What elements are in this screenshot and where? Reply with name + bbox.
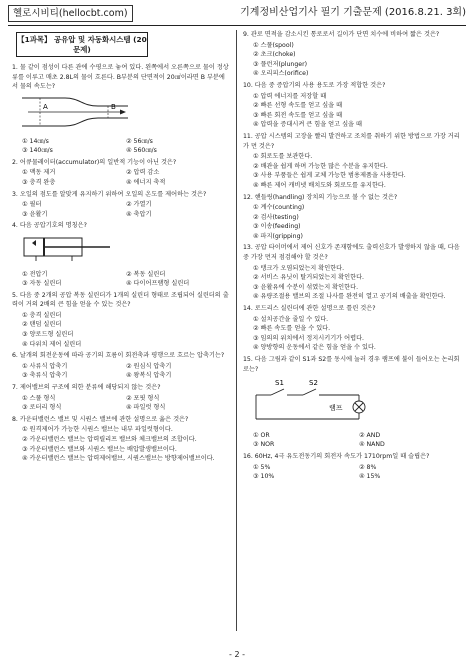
answer-option: ② AND [359, 431, 381, 439]
question-item [12, 415, 230, 464]
answer-option: ① 설치공간을 줄일 수 있다. [253, 315, 329, 323]
column-divider [236, 30, 237, 631]
question-text: 7. 제어밸브의 구조에 의한 분류에 해당되지 않는 것은? [12, 384, 161, 392]
question-item [243, 30, 465, 79]
answer-option: ④ 왕복식 압축기 [126, 372, 172, 380]
question-text: 2. 어큐물레이터(accumulator)의 일반적 기능이 아닌 것은? [12, 158, 177, 166]
answer-option: ① 충격 실린더 [22, 311, 62, 319]
answer-option: ① 탱크가 오염되었는지 확인한다. [253, 264, 345, 272]
answer-option: ③ 윤활유에 수분이 섞였는지 확인한다. [253, 283, 359, 291]
pipe-label-a: A [43, 102, 48, 111]
answer-option: ① 회로도를 보관한다. [253, 153, 313, 161]
answer-option: ③ 카운터밸런스 밸브와 시퀀스 밸브는 배압발생밸브이다. [22, 445, 177, 453]
answer-option: ② 포핏 형식 [126, 394, 160, 402]
answer-option: ② 배관을 쉽게 하며 가능한 많은 수분을 유지한다. [253, 162, 388, 170]
answer-option: ③ 윤활기 [22, 210, 48, 218]
section-title: 【1과목】 공유압 및 자동화시스템 (20문제) [16, 32, 148, 57]
question-text: 14. 로드리스 실린더에 관한 설명으로 틀린 것은? [243, 305, 376, 313]
answer-option: ① 14㎝/s [22, 137, 49, 145]
answer-option: ④ 유량조절용 밸브의 조절 나사를 완전히 열고 공기의 배출을 확인한다. [253, 293, 446, 301]
answer-option: ③ 축류식 압축기 [22, 372, 68, 380]
question-item [12, 63, 230, 156]
answer-option: ④ 파지(gripping) [253, 232, 303, 240]
option-list [12, 270, 230, 289]
question-text: 13. 공압 타이머에서 제어 신호가 존재함에도 출력신호가 발생하지 않을 때, 다음 중 가장 먼저 점검해야 할 것은? [243, 244, 460, 262]
answer-option: ① 필터 [22, 201, 42, 209]
option-list [243, 203, 465, 241]
site-name: 헬로시비티(hellocbt.com) [8, 5, 133, 22]
exam-title: 기계정비산업기사 필기 기출문제 (2016.8.21. 3회) [240, 7, 466, 18]
question-item [243, 452, 465, 482]
question-item [12, 158, 230, 188]
pipe-label-b: B [111, 102, 116, 111]
answer-option: ④ 오리피스(orifice) [253, 70, 309, 78]
answer-option: ③ 140㎝/s [22, 147, 53, 155]
pipe-figure [20, 95, 130, 129]
header-rule [8, 25, 466, 26]
question-text: 9. 관로 면적을 감소시킨 통로로서 길이가 단면 치수에 비하여 짧은 것은? [243, 31, 440, 38]
question-item [12, 291, 230, 350]
switch-s2-label: S2 [309, 379, 318, 388]
answer-option: ③ 로터리 형식 [22, 404, 62, 412]
answer-option: ③ NOR [253, 441, 275, 449]
switch-circuit [251, 377, 381, 423]
switch-s1-label: S1 [275, 379, 284, 388]
answer-option: ② 탠덤 실린더 [22, 321, 62, 329]
answer-option: ④ 카운터밸런스 밸브는 압력제어밸브, 시퀀스밸브는 방향제어밸브이다. [22, 455, 215, 463]
right-column [243, 30, 465, 484]
option-list [12, 311, 230, 349]
option-list [243, 41, 465, 79]
answer-option: ③ 양로드형 실린더 [22, 331, 74, 339]
answer-option: ③ 10% [253, 473, 275, 481]
option-list [243, 431, 465, 450]
option-list [12, 394, 230, 413]
left-column [12, 30, 230, 466]
answer-option: ① 스풀(spool) [253, 41, 294, 49]
question-text: 15. 다음 그림과 같이 S1과 S2를 동시에 눌러 경우 램프에 불이 들어오는 논리회로는? [243, 356, 460, 373]
option-list [243, 264, 465, 302]
answer-option: ② 빠른 선형 속도를 얻고 싶을 때 [253, 102, 343, 110]
question-text: 11. 공압 시스템의 고장을 빨리 발견하고 조치를 취하기 위한 방법으로 가장 거리가 먼 것은? [243, 132, 460, 150]
answer-option: ② 서비스 유닛이 탈거되었는지 확인한다. [253, 274, 365, 282]
answer-option: ② 복동 실린더 [126, 270, 166, 278]
question-text: 3. 오일의 점도를 알맞게 유지하기 위하여 오일의 온도를 제어하는 것은? [12, 190, 207, 198]
answer-option: ③ 사용 부품들은 쉽게 교체 가능한 범용제품을 사용한다. [253, 172, 406, 180]
question-item [12, 383, 230, 413]
option-list [12, 425, 230, 463]
answer-option: ④ NAND [359, 441, 385, 449]
answer-option: ② 빠른 속도를 얻을 수 있다. [253, 325, 331, 333]
question-text: 4. 다음 공압기호의 명칭은? [12, 222, 87, 230]
question-text: 5. 다음 중 2개의 공압 복동 실린더가 1개의 실린더 형태로 조립되어 실린더의 출력이 거의 2배의 큰 힘을 얻을 수 있는 것은? [12, 291, 229, 309]
question-item [243, 193, 465, 242]
answer-option: ① 맥동 제거 [22, 169, 56, 177]
question-text: 6. 날개의 회전운동에 따라 공기의 흐름이 회전축과 평행으로 흐르는 압축기는? [12, 352, 225, 360]
answer-option: ② 가열기 [126, 201, 152, 209]
answer-option: ② 검사(testing) [253, 213, 299, 221]
answer-option: ① 압력 에너지를 저장할 때 [253, 92, 327, 100]
cylinder-symbol [20, 234, 120, 262]
answer-option: ④ 파일럿 형식 [126, 404, 166, 412]
right-question-list [243, 30, 465, 482]
page-number: - 2 - [229, 650, 245, 659]
lamp-label: 램프 [329, 404, 343, 413]
question-text: 1. 물 같이 점성이 다른 관에 수평으로 놓여 있다. 왼쪽에서 오른쪽으로 물이 정상류를 이루고 매초 2.8L의 물이 흐른다. B부분의 단면적이 20㎠이라면 B 부분에서 물의 속도는? [12, 64, 229, 91]
answer-option: ④ 15% [359, 473, 381, 481]
answer-option: ② 56㎝/s [126, 137, 153, 145]
answer-option: ④ 다위치 제어 실린더 [22, 340, 82, 348]
question-item [243, 355, 465, 450]
question-item [243, 132, 465, 191]
answer-option: ③ 빠른 회전 속도를 얻고 싶을 때 [253, 111, 343, 119]
option-list [12, 137, 230, 156]
option-list [243, 315, 465, 353]
answer-option: ① 계수(counting) [253, 204, 305, 212]
option-list [12, 200, 230, 219]
answer-option: ③ 플런저(plunger) [253, 60, 308, 68]
question-item [12, 221, 230, 288]
question-text: 8. 카운터밸런스 밸브 및 시퀀스 밸브에 관한 설명으로 옳은 것은? [12, 415, 189, 423]
answer-option: ② 압력 감소 [126, 169, 160, 177]
answer-option: ③ 임의의 위치에서 정지시키기가 어렵다. [253, 334, 365, 342]
option-list [243, 463, 465, 482]
answer-option: ④ 다이어프램형 실린더 [126, 280, 190, 288]
question-item [12, 190, 230, 220]
question-item [243, 304, 465, 353]
question-item [12, 351, 230, 381]
answer-option: ③ 충격 완충 [22, 178, 56, 186]
answer-option: ① 전압기 [22, 270, 48, 278]
option-list [243, 92, 465, 130]
answer-option: ① 사류식 압축기 [22, 362, 68, 370]
question-item [243, 81, 465, 130]
answer-option: ③ 자동 실린더 [22, 280, 62, 288]
question-text: 10. 다음 중 증압기의 사용 용도로 가장 적합한 것은? [243, 81, 386, 89]
answer-option: ② 카운터밸런스 밸브는 압력릴리프 밸브와 체크밸브의 조합이다. [22, 436, 197, 443]
left-question-list [12, 63, 230, 464]
question-text: 12. 핸들링(handling) 장치의 기능으로 볼 수 없는 것은? [243, 193, 398, 201]
answer-option: ① 스풀 형식 [22, 394, 56, 402]
question-text: 16. 60Hz, 4극 유도전동기의 회전자 속도가 1710rpm일 때 슬립은? [243, 452, 430, 460]
answer-option: ② 원심식 압축기 [126, 362, 172, 370]
answer-option: ② 초크(choke) [253, 51, 296, 59]
answer-option: ② 8% [359, 463, 377, 471]
answer-option: ④ 빠른 제어 캐비넷 배치도와 회로도를 유지한다. [253, 181, 386, 189]
answer-option: ① OR [253, 431, 270, 439]
question-item [243, 243, 465, 302]
answer-option: ④ 축압기 [126, 210, 152, 218]
answer-option: ④ 압력을 증대시켜 큰 힘을 얻고 싶을 때 [253, 121, 362, 129]
option-list [12, 362, 230, 381]
answer-option: ① 5% [253, 463, 271, 471]
answer-option: ④ 양방향의 운동에서 같은 힘을 얻을 수 있다. [253, 344, 376, 352]
option-list [243, 152, 465, 190]
answer-option: ① 원격제어가 가능한 시퀀스 밸브는 내부 파일럿형이다. [22, 426, 173, 434]
option-list [12, 168, 230, 187]
answer-option: ④ 에너지 축적 [126, 178, 166, 186]
answer-option: ④ 560㎝/s [126, 147, 157, 155]
answer-option: ③ 이송(feeding) [253, 223, 301, 231]
